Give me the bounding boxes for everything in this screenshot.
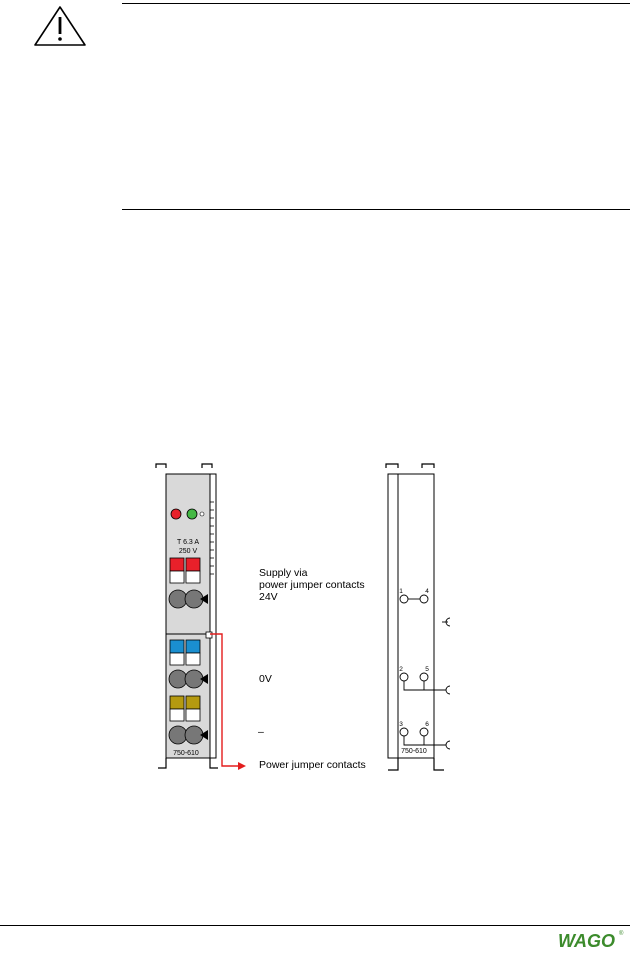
warning-top-rule	[122, 3, 630, 4]
terminal-number: 4	[425, 588, 429, 595]
supply-label-line3: 24V	[259, 591, 278, 603]
left-module	[156, 464, 218, 768]
dash-label: –	[258, 726, 264, 738]
fuse-label-2: 250 V	[178, 548, 198, 555]
terminal-number: 1	[399, 588, 403, 595]
power-jumper-arrow-head	[238, 762, 246, 770]
terminal-number: 5	[425, 666, 429, 673]
warning-triangle-icon	[30, 4, 90, 48]
supply-label-line2: power jumper contacts	[259, 579, 365, 591]
led-red	[171, 509, 181, 519]
terminal-number: 6	[425, 721, 429, 728]
supply-label-line1: Supply via	[259, 567, 308, 579]
wago-logo	[556, 926, 626, 952]
supply-label	[259, 567, 365, 603]
module-drawing	[118, 462, 630, 774]
terminal-number: 2	[399, 666, 403, 673]
module-figure	[118, 462, 630, 774]
right-module	[386, 464, 450, 770]
warning-bottom-rule	[122, 209, 630, 210]
fuse-label-1: T 6.3 A	[176, 539, 200, 546]
svg-text:®: ®	[619, 931, 624, 937]
led-green	[187, 509, 197, 519]
footer-rule	[0, 925, 630, 926]
power-jumper-contacts-label: Power jumper contacts	[259, 759, 366, 771]
wago-logo-text: WAGO	[558, 931, 615, 951]
left-part-number: 750-610	[173, 750, 199, 757]
terminal-number: 3	[399, 721, 403, 728]
zero-volt-label: 0V	[259, 673, 272, 685]
right-part-number: 750-610	[401, 748, 427, 755]
